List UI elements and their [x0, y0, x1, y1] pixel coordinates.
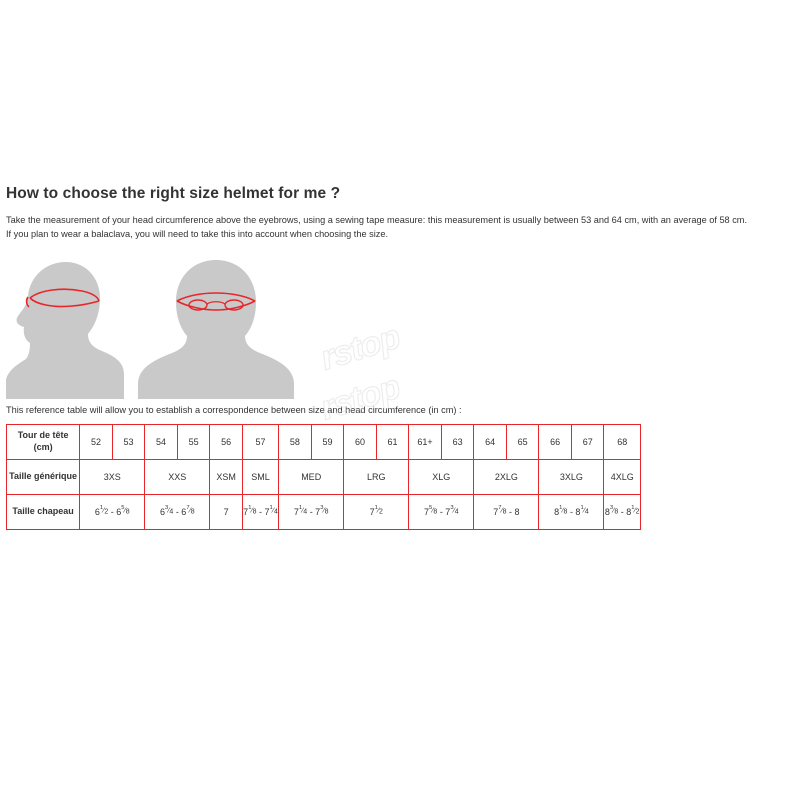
hat-size-cell: $7^1⁄_4$ - $7^3⁄_8$ [279, 494, 344, 529]
generic-size-cell: XSM [210, 459, 243, 494]
generic-size-cell: 3XS [80, 459, 145, 494]
hat-size-cell: $7^1⁄_2$ [344, 494, 409, 529]
circumference-cell: 59 [311, 424, 344, 459]
hat-size-cell: $7^1⁄_8$ - $7^1⁄_4$ [242, 494, 278, 529]
hat-size-cell: $7^5⁄_8$ - $7^3⁄_4$ [409, 494, 474, 529]
head-profile-silhouette [6, 262, 124, 399]
size-guide-content [6, 185, 796, 530]
generic-size-cell: 4XLG [604, 459, 641, 494]
generic-size-cell: XXS [145, 459, 210, 494]
table-intro-paragraph: This reference table will allow you to establish a correspondence between size and head circumference (in cm) : [6, 404, 462, 415]
circumference-cell: 64 [474, 424, 507, 459]
hat-size-cell: $8^1⁄_8$ - $8^1⁄_4$ [539, 494, 604, 529]
circumference-cell: 58 [279, 424, 312, 459]
circumference-cell: 66 [539, 424, 572, 459]
circumference-cell: 53 [112, 424, 145, 459]
table-row-hat-size [7, 494, 641, 529]
circumference-cell: 68 [604, 424, 641, 459]
row-header-circumference: Tour de tête (cm) [7, 424, 80, 459]
hat-size-cell: $8^3⁄_8$ - $8^1⁄_2$ [604, 494, 641, 529]
hat-size-cell: $7^7⁄_8 - 8$ [474, 494, 539, 529]
circumference-cell: 61 [376, 424, 409, 459]
table-row-circumference [7, 424, 641, 459]
head-measurement-illustration [6, 254, 796, 399]
hat-size-cell: $6^3⁄_4$ - $6^7⁄_8$ [145, 494, 210, 529]
circumference-cell: 61+ [409, 424, 442, 459]
intro-line-1: Take the measurement of your head circumference above the eyebrows, using a sewing tape measure: this measurement is usually between 53 and 64 cm, with an average of 58 cm. [6, 215, 748, 225]
circumference-cell: 65 [506, 424, 539, 459]
hat-size-cell: 7 [210, 494, 243, 529]
watermark-text-top: rstop [316, 325, 404, 378]
circumference-cell: 57 [242, 424, 278, 459]
intro-line-2: If you plan to wear a balaclava, you will need to take this into account when choosing the size. [6, 229, 389, 240]
circumference-cell: 60 [344, 424, 377, 459]
generic-size-cell: SML [242, 459, 278, 494]
page-title: How to choose the right size helmet for me ? [6, 185, 341, 202]
intro-paragraph [6, 213, 796, 242]
generic-size-cell: 2XLG [474, 459, 539, 494]
generic-size-cell: LRG [344, 459, 409, 494]
generic-size-cell: MED [279, 459, 344, 494]
hat-size-cell: $6^1⁄_2$ - $6^5⁄_8$ [80, 494, 145, 529]
head-front-silhouette [138, 260, 294, 399]
row-header-generic-size: Taille générique [7, 459, 80, 494]
watermark-text-bottom: rstop [316, 367, 404, 428]
generic-size-cell: XLG [409, 459, 474, 494]
circumference-cell: 55 [177, 424, 210, 459]
row-header-hat-size: Taille chapeau [7, 494, 80, 529]
circumference-cell: 52 [80, 424, 113, 459]
generic-size-cell: 3XLG [539, 459, 604, 494]
table-row-generic-size [7, 459, 641, 494]
circumference-cell: 67 [571, 424, 604, 459]
circumference-cell: 54 [145, 424, 178, 459]
circumference-cell: 63 [441, 424, 474, 459]
helmet-size-table [6, 424, 641, 530]
circumference-cell: 56 [210, 424, 243, 459]
